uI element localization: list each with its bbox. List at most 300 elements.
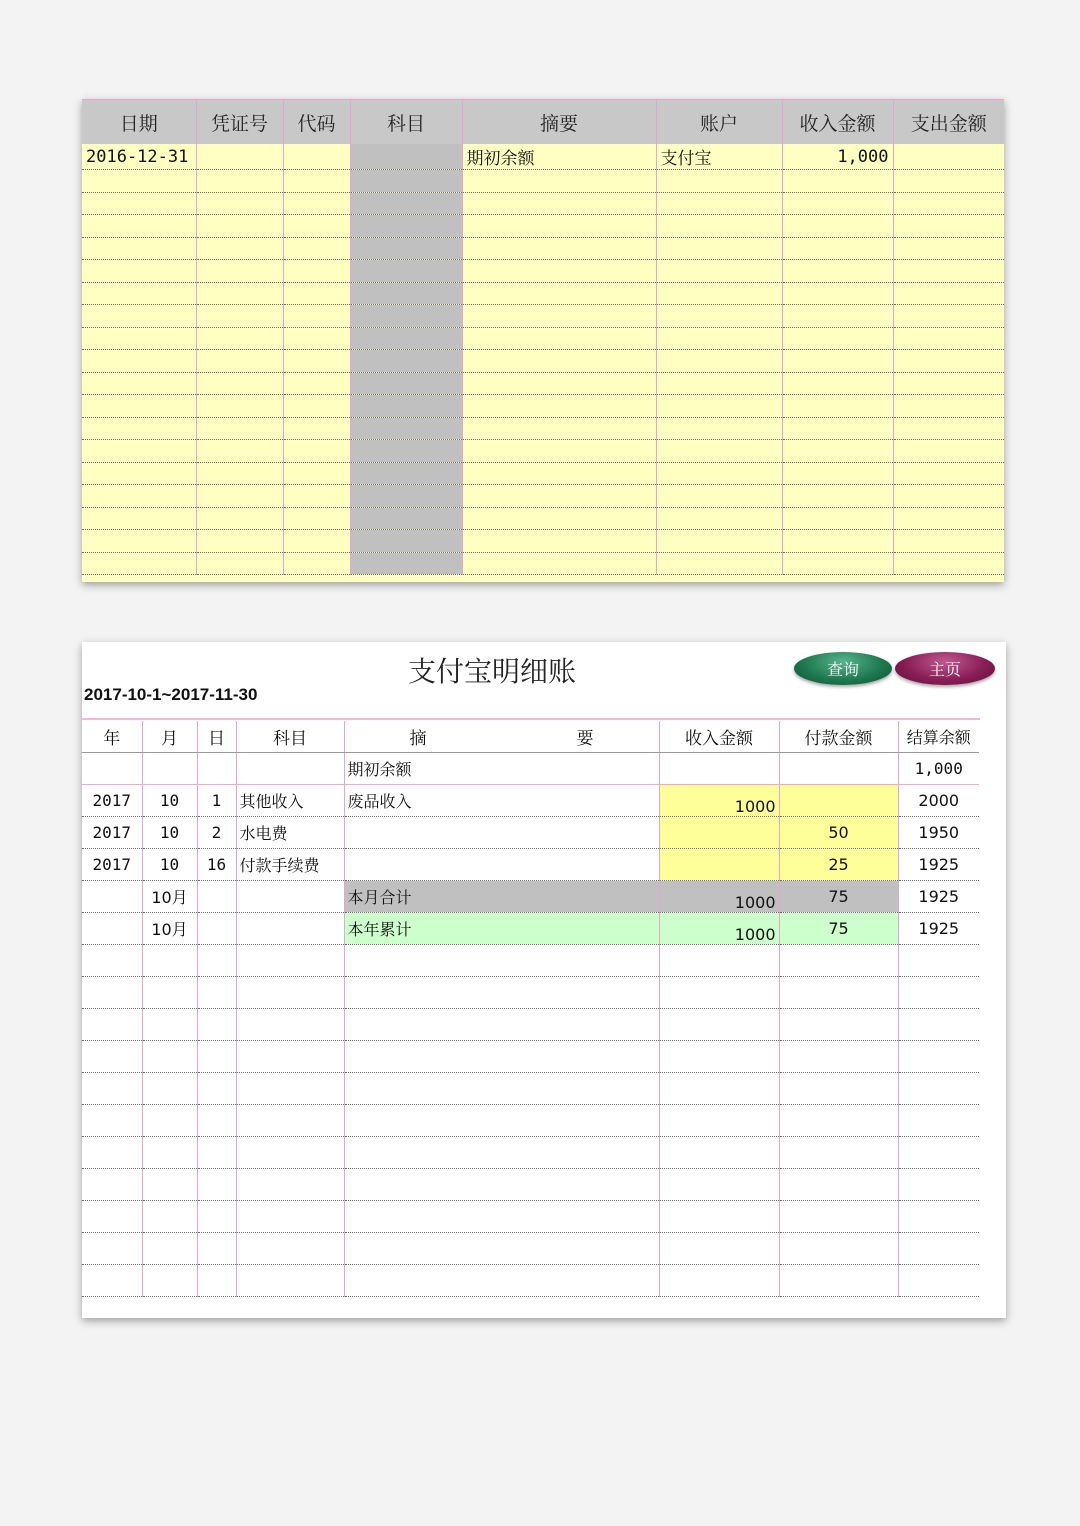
ledger-empty-cell (898, 1009, 979, 1041)
ledger-empty-cell (898, 945, 979, 977)
journal-empty-cell[interactable] (196, 237, 283, 260)
month-total-payment: 75 (779, 881, 898, 913)
journal-empty-cell[interactable] (782, 507, 893, 530)
journal-empty-row (82, 440, 1004, 463)
header-summary-right: 要 (576, 729, 594, 749)
ledger-empty-cell (197, 1169, 236, 1201)
journal-empty-cell[interactable] (462, 192, 656, 215)
journal-empty-cell[interactable] (196, 305, 283, 328)
ledger-empty-cell (236, 945, 344, 977)
journal-empty-cell[interactable] (196, 372, 283, 395)
entry-year: 2017 (82, 817, 142, 849)
journal-empty-cell[interactable] (82, 462, 196, 485)
journal-empty-cell (350, 215, 462, 238)
ledger-empty-cell (344, 945, 659, 977)
header-day: 日 (197, 721, 236, 753)
journal-empty-row (82, 372, 1004, 395)
journal-empty-cell[interactable] (656, 237, 782, 260)
journal-empty-cell[interactable] (82, 507, 196, 530)
journal-empty-cell[interactable] (782, 327, 893, 350)
journal-empty-cell[interactable] (656, 170, 782, 193)
entry-month: 10 (142, 849, 197, 881)
journal-empty-cell[interactable] (283, 260, 350, 283)
journal-empty-cell[interactable] (462, 440, 656, 463)
month-total-label: 本月合计 (344, 881, 659, 913)
journal-empty-cell[interactable] (283, 507, 350, 530)
journal-empty-cell[interactable] (82, 417, 196, 440)
journal-empty-cell[interactable] (283, 395, 350, 418)
journal-empty-cell[interactable] (283, 350, 350, 373)
journal-empty-row (82, 282, 1004, 305)
journal-empty-cell[interactable] (462, 530, 656, 553)
ledger-empty-cell (344, 977, 659, 1009)
journal-empty-cell[interactable] (196, 462, 283, 485)
header-summary (344, 721, 659, 753)
journal-empty-cell[interactable] (656, 215, 782, 238)
journal-empty-cell[interactable] (283, 192, 350, 215)
journal-empty-row (82, 237, 1004, 260)
journal-empty-cell (350, 372, 462, 395)
journal-empty-cell[interactable] (196, 507, 283, 530)
ledger-empty-row (82, 1073, 979, 1105)
year-total-label: 本年累计 (344, 913, 659, 945)
ledger-empty-cell (236, 1009, 344, 1041)
ledger-empty-cell (659, 1041, 779, 1073)
journal-empty-cell[interactable] (196, 282, 283, 305)
journal-empty-cell[interactable] (893, 282, 1004, 305)
journal-empty-cell[interactable] (82, 485, 196, 508)
journal-empty-cell[interactable] (196, 552, 283, 575)
journal-empty-cell[interactable] (656, 192, 782, 215)
entry-row (82, 849, 979, 881)
journal-empty-row (82, 260, 1004, 283)
entry-summary: 废品收入 (344, 785, 659, 817)
journal-empty-row (82, 215, 1004, 238)
journal-empty-cell[interactable] (283, 372, 350, 395)
ledger-empty-cell (779, 1233, 898, 1265)
entry-balance: 1950 (898, 817, 979, 849)
journal-empty-cell[interactable] (782, 552, 893, 575)
journal-empty-row (82, 417, 1004, 440)
entry-day: 1 (197, 785, 236, 817)
entry-summary (344, 849, 659, 881)
journal-empty-cell[interactable] (82, 395, 196, 418)
ledger-empty-cell (82, 1105, 142, 1137)
journal-row (82, 144, 1004, 170)
journal-table (82, 99, 1004, 575)
ledger-empty-cell (344, 1169, 659, 1201)
ledger-empty-cell (197, 977, 236, 1009)
journal-empty-cell[interactable] (462, 372, 656, 395)
ledger-empty-row (82, 1265, 979, 1297)
ledger-empty-cell (82, 1201, 142, 1233)
ledger-empty-cell (236, 1105, 344, 1137)
journal-empty-cell[interactable] (782, 215, 893, 238)
ledger-empty-cell (82, 1137, 142, 1169)
header-subject: 科目 (236, 721, 344, 753)
journal-empty-cell[interactable] (782, 260, 893, 283)
ledger-empty-cell (236, 1265, 344, 1297)
journal-empty-cell (350, 462, 462, 485)
ledger-empty-row (82, 945, 979, 977)
journal-empty-cell[interactable] (893, 215, 1004, 238)
journal-empty-cell[interactable] (82, 237, 196, 260)
journal-empty-cell[interactable] (782, 395, 893, 418)
month-total-month: 10月 (142, 881, 197, 913)
cell-expense[interactable] (893, 144, 1004, 170)
opening-summary: 期初余额 (344, 753, 659, 785)
journal-empty-cell[interactable] (462, 170, 656, 193)
ledger-empty-cell (236, 1233, 344, 1265)
journal-empty-row (82, 395, 1004, 418)
entry-month: 10 (142, 785, 197, 817)
ledger-empty-cell (142, 1265, 197, 1297)
ledger-empty-cell (236, 1073, 344, 1105)
ledger-empty-cell (142, 1137, 197, 1169)
ledger-empty-cell (197, 1041, 236, 1073)
journal-empty-cell[interactable] (893, 552, 1004, 575)
journal-empty-row (82, 350, 1004, 373)
journal-empty-cell[interactable] (656, 417, 782, 440)
cell-subject (350, 144, 462, 170)
cell-voucher[interactable] (196, 144, 283, 170)
ledger-empty-cell (142, 1105, 197, 1137)
ledger-empty-row (82, 1233, 979, 1265)
journal-empty-cell[interactable] (82, 440, 196, 463)
ledger-empty-row (82, 1169, 979, 1201)
journal-empty-cell[interactable] (82, 170, 196, 193)
ledger-empty-cell (659, 1137, 779, 1169)
journal-empty-cell[interactable] (656, 305, 782, 328)
ledger-empty-cell (344, 1073, 659, 1105)
journal-empty-cell[interactable] (893, 507, 1004, 530)
ledger-empty-cell (344, 1201, 659, 1233)
entry-income: 1000 (659, 785, 779, 817)
journal-empty-cell[interactable] (196, 417, 283, 440)
ledger-empty-row (82, 1041, 979, 1073)
journal-empty-cell[interactable] (462, 350, 656, 373)
journal-empty-cell[interactable] (196, 170, 283, 193)
journal-empty-cell[interactable] (656, 395, 782, 418)
ledger-empty-cell (236, 977, 344, 1009)
journal-empty-row (82, 305, 1004, 328)
journal-empty-cell[interactable] (656, 260, 782, 283)
journal-empty-cell[interactable] (196, 260, 283, 283)
ledger-empty-cell (236, 1169, 344, 1201)
entry-day: 2 (197, 817, 236, 849)
journal-empty-cell[interactable] (196, 440, 283, 463)
title-divider (82, 718, 980, 720)
ledger-empty-cell (142, 1009, 197, 1041)
journal-empty-cell[interactable] (283, 327, 350, 350)
ledger-empty-row (82, 1105, 979, 1137)
ledger-empty-cell (659, 1073, 779, 1105)
journal-empty-cell[interactable] (462, 395, 656, 418)
journal-empty-cell[interactable] (283, 215, 350, 238)
journal-empty-cell[interactable] (462, 552, 656, 575)
entry-row (82, 817, 979, 849)
journal-empty-cell[interactable] (893, 440, 1004, 463)
journal-empty-cell[interactable] (782, 350, 893, 373)
journal-empty-cell[interactable] (462, 237, 656, 260)
cell-summary[interactable]: 期初余额 (462, 144, 656, 170)
ledger-header-row (82, 721, 979, 753)
journal-empty-cell[interactable] (82, 192, 196, 215)
journal-empty-cell[interactable] (82, 530, 196, 553)
ledger-empty-cell (659, 945, 779, 977)
ledger-empty-cell (659, 1265, 779, 1297)
entry-payment: 25 (779, 849, 898, 881)
journal-empty-row (82, 327, 1004, 350)
ledger-empty-cell (236, 1137, 344, 1169)
ledger-empty-cell (142, 945, 197, 977)
entry-year: 2017 (82, 849, 142, 881)
journal-empty-cell[interactable] (196, 192, 283, 215)
journal-empty-cell[interactable] (283, 237, 350, 260)
header-summary: 摘要 (462, 100, 656, 145)
ledger-empty-cell (898, 1041, 979, 1073)
ledger-empty-cell (779, 1201, 898, 1233)
journal-empty-cell[interactable] (782, 192, 893, 215)
journal-empty-row (82, 507, 1004, 530)
journal-empty-cell[interactable] (782, 237, 893, 260)
journal-empty-cell[interactable] (196, 530, 283, 553)
journal-empty-cell[interactable] (283, 170, 350, 193)
header-subject: 科目 (350, 100, 462, 145)
journal-empty-row (82, 192, 1004, 215)
entry-row (82, 785, 979, 817)
journal-empty-cell[interactable] (893, 327, 1004, 350)
journal-empty-cell[interactable] (82, 350, 196, 373)
ledger-empty-cell (898, 977, 979, 1009)
journal-empty-cell[interactable] (893, 372, 1004, 395)
header-income: 收入金额 (659, 721, 779, 753)
journal-empty-cell[interactable] (462, 260, 656, 283)
journal-empty-cell[interactable] (893, 192, 1004, 215)
cell-account[interactable]: 支付宝 (656, 144, 782, 170)
entry-payment (779, 785, 898, 817)
ledger-empty-cell (779, 1041, 898, 1073)
journal-empty-cell[interactable] (462, 507, 656, 530)
ledger-empty-cell (779, 977, 898, 1009)
journal-empty-cell[interactable] (893, 237, 1004, 260)
journal-empty-row (82, 552, 1004, 575)
ledger-empty-cell (142, 1073, 197, 1105)
entry-income (659, 849, 779, 881)
month-total-balance: 1925 (898, 881, 979, 913)
journal-empty-cell[interactable] (782, 440, 893, 463)
journal-empty-cell (350, 485, 462, 508)
journal-empty-cell[interactable] (196, 395, 283, 418)
ledger-empty-cell (898, 1265, 979, 1297)
ledger-empty-cell (197, 1201, 236, 1233)
cell-date[interactable]: 2016-12-31 (82, 144, 196, 170)
journal-empty-cell[interactable] (656, 327, 782, 350)
entry-day: 16 (197, 849, 236, 881)
journal-empty-cell[interactable] (462, 327, 656, 350)
ledger-empty-cell (898, 1137, 979, 1169)
journal-empty-cell[interactable] (893, 305, 1004, 328)
ledger-empty-cell (197, 1265, 236, 1297)
ledger-empty-cell (236, 1041, 344, 1073)
journal-empty-cell[interactable] (283, 440, 350, 463)
month-total-income: 1000 (659, 881, 779, 913)
year-total-balance: 1925 (898, 913, 979, 945)
year-total-payment: 75 (779, 913, 898, 945)
journal-empty-cell (350, 440, 462, 463)
ledger-empty-cell (344, 1009, 659, 1041)
entry-balance: 2000 (898, 785, 979, 817)
journal-empty-cell[interactable] (893, 395, 1004, 418)
journal-empty-cell[interactable] (893, 530, 1004, 553)
journal-empty-cell (350, 395, 462, 418)
journal-empty-cell (350, 192, 462, 215)
journal-empty-cell[interactable] (782, 305, 893, 328)
journal-empty-cell[interactable] (283, 485, 350, 508)
journal-empty-cell (350, 417, 462, 440)
journal-empty-cell[interactable] (283, 530, 350, 553)
journal-empty-cell[interactable] (656, 372, 782, 395)
ledger-empty-cell (898, 1105, 979, 1137)
ledger-empty-cell (197, 1009, 236, 1041)
journal-empty-cell[interactable] (196, 327, 283, 350)
ledger-empty-cell (779, 1105, 898, 1137)
journal-empty-cell[interactable] (283, 305, 350, 328)
journal-empty-row (82, 485, 1004, 508)
ledger-empty-cell (142, 1169, 197, 1201)
cell-income[interactable]: 1,000 (782, 144, 893, 170)
journal-empty-cell[interactable] (893, 462, 1004, 485)
journal-empty-cell[interactable] (656, 350, 782, 373)
journal-empty-cell[interactable] (656, 530, 782, 553)
journal-sheet (82, 99, 1004, 582)
journal-header-row (82, 100, 1004, 145)
journal-empty-cell[interactable] (82, 552, 196, 575)
journal-empty-row (82, 170, 1004, 193)
ledger-empty-cell (779, 1169, 898, 1201)
journal-empty-cell[interactable] (82, 305, 196, 328)
journal-empty-cell (350, 530, 462, 553)
journal-empty-cell[interactable] (782, 485, 893, 508)
ledger-empty-cell (82, 1233, 142, 1265)
header-summary-left: 摘 (409, 729, 427, 749)
journal-empty-cell[interactable] (893, 260, 1004, 283)
ledger-empty-cell (197, 945, 236, 977)
header-account: 账户 (656, 100, 782, 145)
header-month: 月 (142, 721, 197, 753)
journal-empty-cell[interactable] (656, 282, 782, 305)
cell-code[interactable] (283, 144, 350, 170)
journal-empty-cell[interactable] (462, 282, 656, 305)
journal-empty-cell[interactable] (82, 372, 196, 395)
journal-empty-cell[interactable] (782, 462, 893, 485)
ledger-empty-cell (779, 945, 898, 977)
journal-empty-cell[interactable] (656, 462, 782, 485)
entry-payment: 50 (779, 817, 898, 849)
ledger-empty-cell (659, 977, 779, 1009)
journal-empty-cell[interactable] (656, 440, 782, 463)
ledger-empty-cell (659, 1105, 779, 1137)
ledger-empty-cell (779, 1009, 898, 1041)
header-voucher: 凭证号 (196, 100, 283, 145)
ledger-empty-cell (344, 1041, 659, 1073)
journal-empty-cell[interactable] (82, 282, 196, 305)
journal-empty-cell[interactable] (82, 215, 196, 238)
journal-empty-cell[interactable] (462, 305, 656, 328)
journal-empty-cell[interactable] (462, 215, 656, 238)
entry-year: 2017 (82, 785, 142, 817)
home-button[interactable]: 主页 (895, 652, 995, 685)
journal-empty-cell[interactable] (656, 507, 782, 530)
journal-empty-cell (350, 305, 462, 328)
ledger-empty-cell (197, 1233, 236, 1265)
journal-empty-cell[interactable] (196, 215, 283, 238)
journal-empty-cell (350, 327, 462, 350)
journal-empty-cell[interactable] (283, 462, 350, 485)
journal-empty-cell[interactable] (82, 327, 196, 350)
journal-empty-cell (350, 350, 462, 373)
journal-empty-cell[interactable] (462, 462, 656, 485)
ledger-empty-cell (344, 1105, 659, 1137)
journal-empty-cell[interactable] (782, 417, 893, 440)
header-year: 年 (82, 721, 142, 753)
ledger-empty-cell (659, 1233, 779, 1265)
journal-empty-cell[interactable] (782, 530, 893, 553)
ledger-empty-cell (82, 1169, 142, 1201)
journal-empty-cell[interactable] (893, 485, 1004, 508)
ledger-period: 2017-10-1~2017-11-30 (84, 685, 258, 704)
ledger-empty-row (82, 977, 979, 1009)
journal-empty-cell[interactable] (283, 552, 350, 575)
journal-empty-cell[interactable] (782, 170, 893, 193)
ledger-empty-cell (82, 1265, 142, 1297)
ledger-table (82, 721, 979, 1297)
journal-empty-cell[interactable] (196, 485, 283, 508)
ledger-empty-cell (779, 1137, 898, 1169)
journal-empty-cell[interactable] (656, 552, 782, 575)
journal-empty-cell[interactable] (782, 282, 893, 305)
journal-empty-cell[interactable] (196, 350, 283, 373)
header-payment: 付款金额 (779, 721, 898, 753)
ledger-empty-cell (344, 1233, 659, 1265)
year-total-row (82, 913, 979, 945)
journal-empty-cell[interactable] (782, 372, 893, 395)
ledger-empty-cell (197, 1105, 236, 1137)
entry-subject: 付款手续费 (236, 849, 344, 881)
journal-empty-cell[interactable] (893, 417, 1004, 440)
header-balance: 结算余额 (898, 721, 979, 753)
journal-empty-cell[interactable] (462, 417, 656, 440)
journal-empty-row (82, 462, 1004, 485)
ledger-empty-row (82, 1201, 979, 1233)
journal-empty-cell[interactable] (656, 485, 782, 508)
query-button[interactable]: 查询 (794, 652, 892, 685)
ledger-empty-cell (898, 1233, 979, 1265)
journal-empty-cell[interactable] (893, 350, 1004, 373)
journal-empty-cell[interactable] (82, 260, 196, 283)
journal-empty-cell[interactable] (462, 485, 656, 508)
journal-empty-cell (350, 237, 462, 260)
journal-empty-cell[interactable] (893, 170, 1004, 193)
journal-empty-cell (350, 552, 462, 575)
journal-empty-cell[interactable] (283, 417, 350, 440)
journal-empty-cell[interactable] (283, 282, 350, 305)
ledger-empty-cell (344, 1265, 659, 1297)
ledger-empty-cell (344, 1137, 659, 1169)
ledger-empty-cell (898, 1169, 979, 1201)
ledger-empty-cell (82, 1041, 142, 1073)
entry-month: 10 (142, 817, 197, 849)
